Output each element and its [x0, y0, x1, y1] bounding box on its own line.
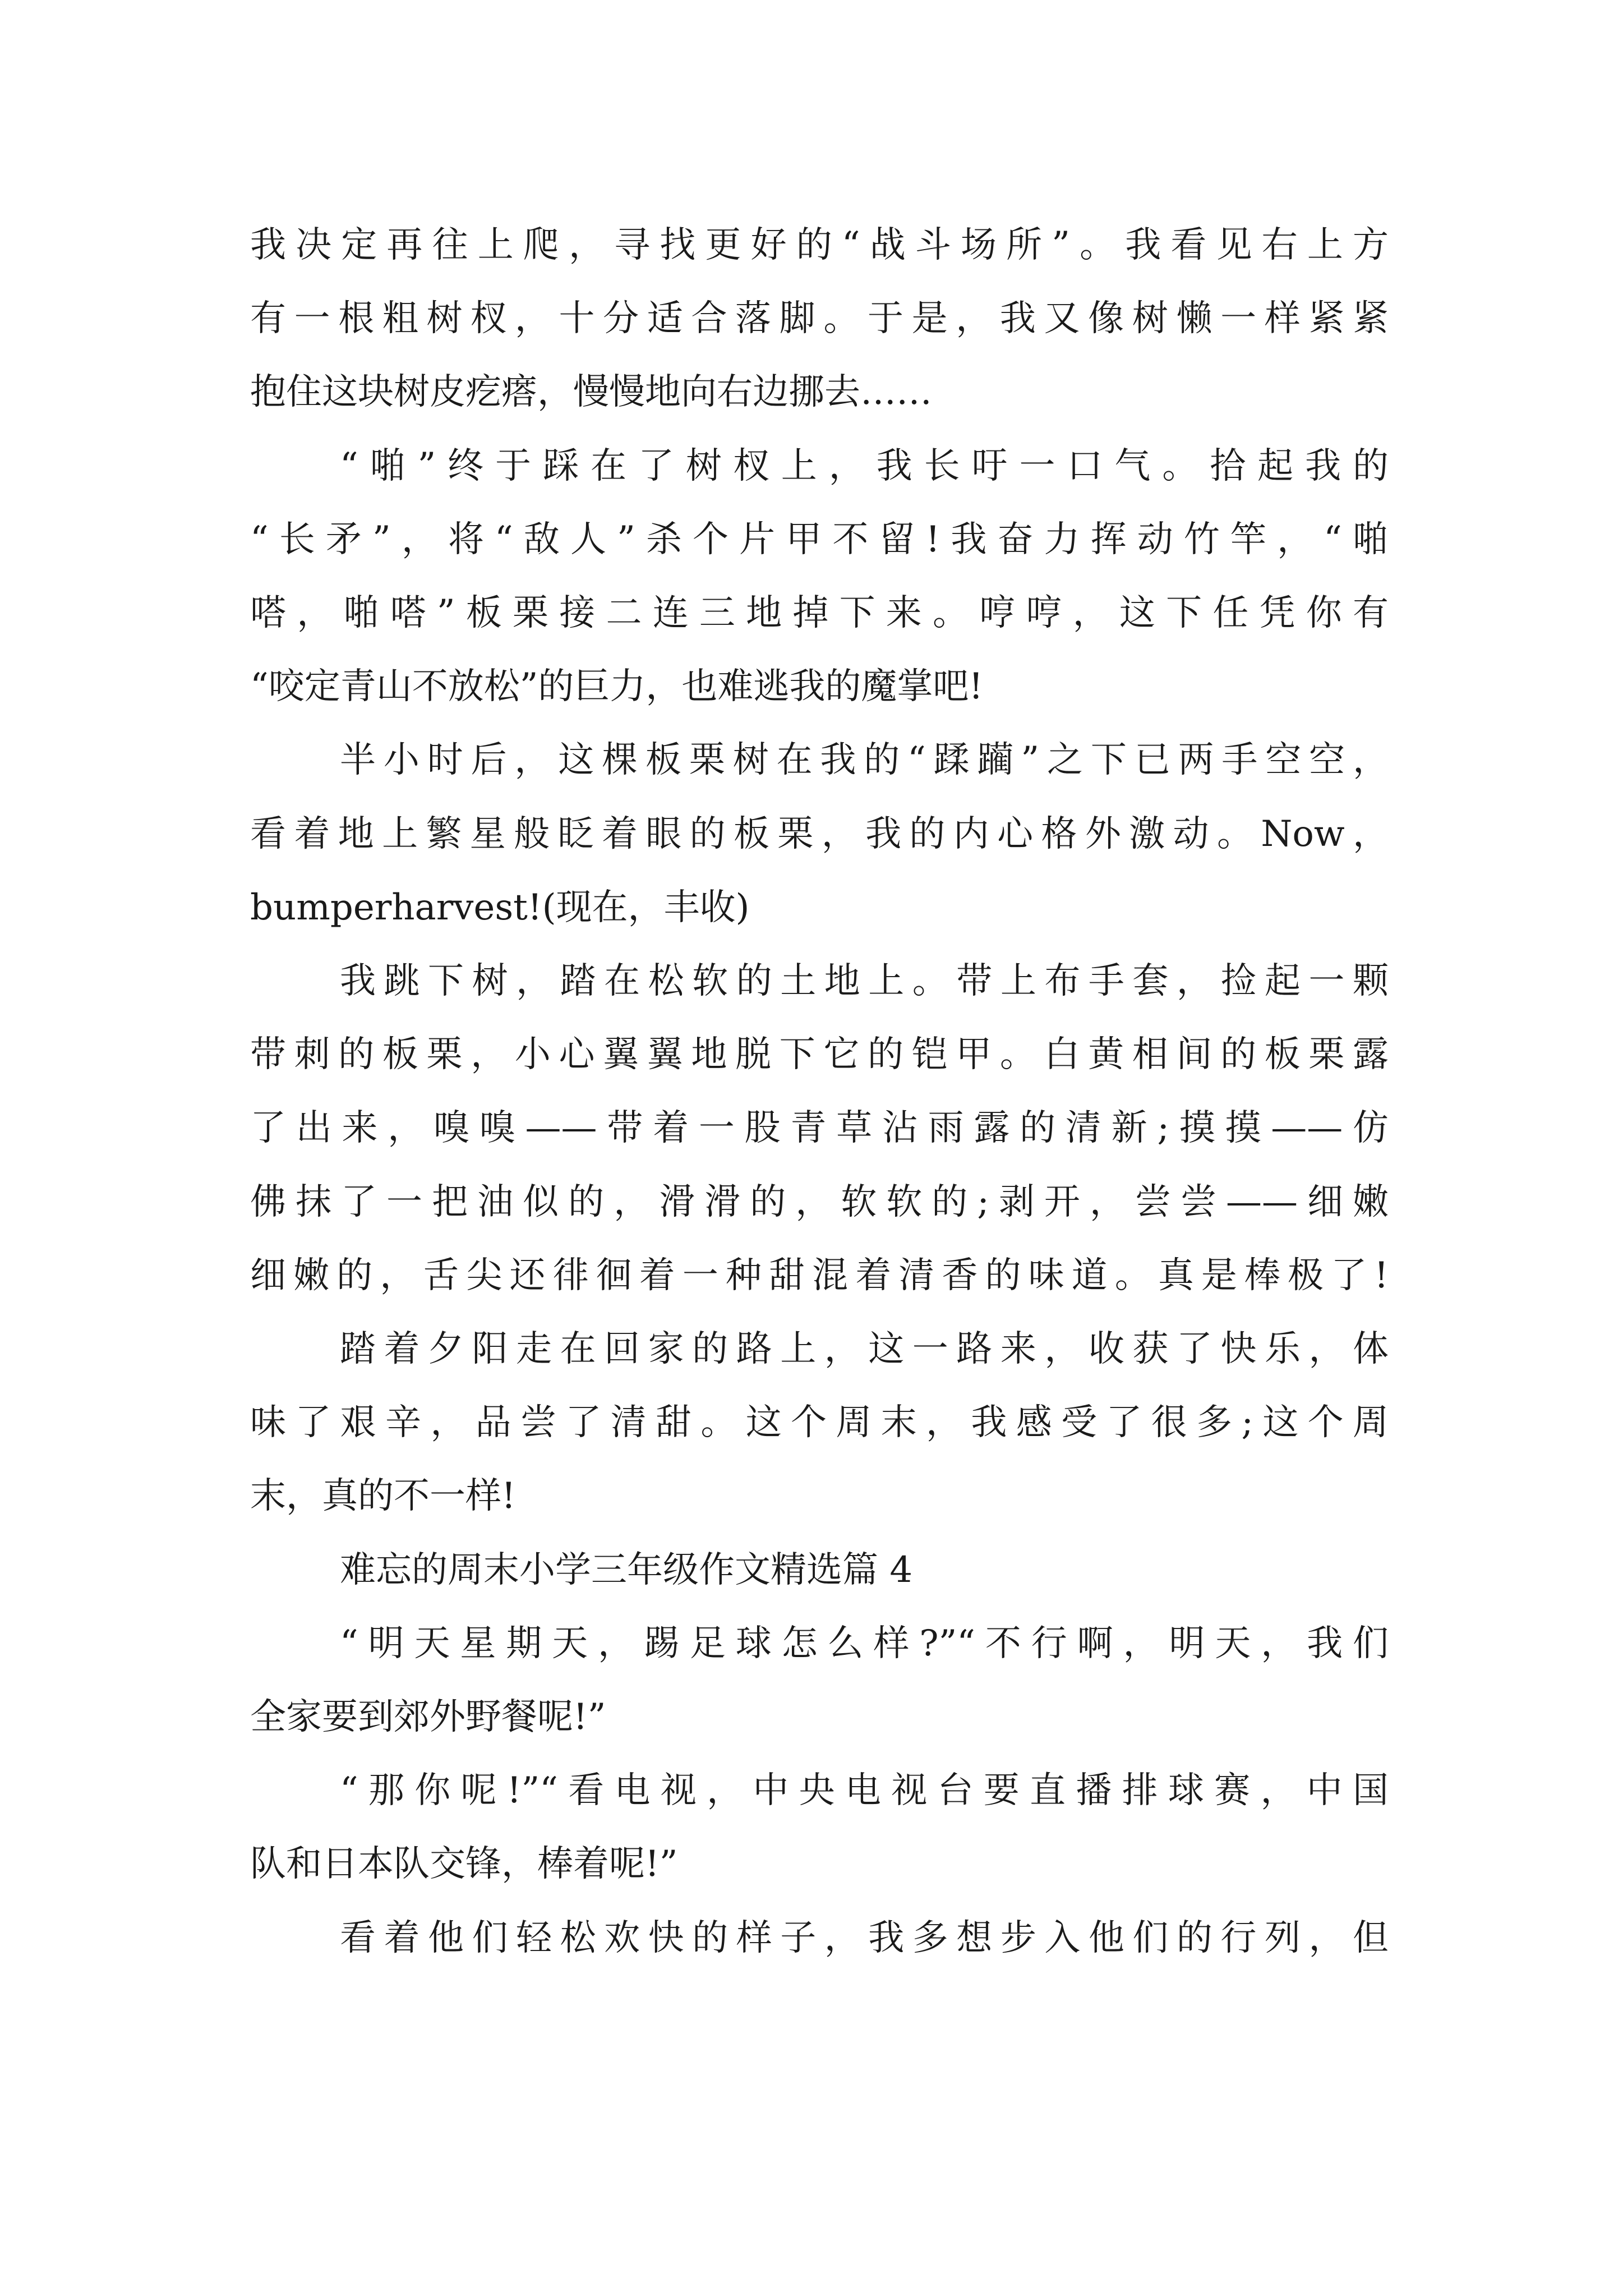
line-text: 我决定再往上爬，寻找更好的“战斗场所”。我看见右上方: [250, 224, 1389, 266]
line-text: 踏着夕阳走在回家的路上，这一路来，收获了快乐，体: [340, 1328, 1389, 1370]
text-line: [0, 1607, 1623, 1680]
line-text: “啪”终于踩在了树杈上，我长吁一口气。拾起我的: [340, 445, 1389, 487]
text-line: [0, 1828, 1623, 1901]
line-text: 佛抹了一把油似的，滑滑的，软软的;剥开，尝尝——细嫩: [250, 1181, 1389, 1223]
line-text: 难忘的周末小学三年级作文精选篇 4: [340, 1549, 913, 1591]
text-line: [0, 650, 1623, 723]
text-line: [0, 282, 1623, 355]
text-line: [0, 577, 1623, 650]
text-line: [0, 1018, 1623, 1091]
text-line: [0, 430, 1623, 503]
text-line: [0, 1313, 1623, 1386]
text-line: [0, 945, 1623, 1018]
line-text: 末，真的不一样!: [250, 1475, 516, 1517]
line-text: 半小时后，这棵板栗树在我的“蹂躏”之下已两手空空，: [340, 739, 1389, 781]
text-line: [0, 1534, 1623, 1607]
line-text: “明天星期天，踢足球怎么样?”“不行啊，明天，我们: [340, 1622, 1389, 1664]
line-text: 抱住这块树皮疙瘩，慢慢地向右边挪去……: [250, 371, 932, 413]
text-line: [0, 356, 1623, 429]
text-line: [0, 1902, 1623, 1975]
line-text: “那你呢!”“看电视，中央电视台要直播排球赛，中国: [340, 1770, 1389, 1812]
text-line: [0, 1166, 1623, 1239]
text-line: [0, 1754, 1623, 1827]
line-text: bumperharvest!(现在，丰收): [250, 886, 750, 928]
line-text: 味了艰辛，品尝了清甜。这个周末，我感受了很多;这个周: [250, 1402, 1389, 1444]
line-text: 全家要到郊外野餐呢!”: [250, 1696, 606, 1738]
line-text: 看着他们轻松欢快的样子，我多想步入他们的行列，但: [340, 1917, 1389, 1959]
line-text: 嗒，啪嗒”板栗接二连三地掉下来。哼哼，这下任凭你有: [250, 592, 1389, 634]
text-line: [0, 798, 1623, 871]
text-line: [0, 1092, 1623, 1165]
line-text: 了出来，嗅嗅——带着一股青草沾雨露的清新;摸摸——仿: [250, 1107, 1389, 1149]
line-text: “咬定青山不放松”的巨力，也难逃我的魔掌吧!: [250, 666, 984, 708]
text-line: [0, 724, 1623, 797]
line-text: 队和日本队交锋，棒着呢!”: [250, 1843, 678, 1885]
text-line: [0, 209, 1623, 282]
text-line: [0, 1386, 1623, 1459]
text-line: [0, 1460, 1623, 1533]
line-text: 带刺的板栗，小心翼翼地脱下它的铠甲。白黄相间的板栗露: [250, 1034, 1389, 1076]
line-text: 细嫩的，舌尖还徘徊着一种甜混着清香的味道。真是棒极了!: [250, 1254, 1389, 1296]
text-line: [0, 871, 1623, 944]
text-line: [0, 1681, 1623, 1754]
line-text: 看着地上繁星般眨着眼的板栗，我的内心格外激动。Now，: [250, 813, 1389, 855]
line-text: 我跳下树，踏在松软的土地上。带上布手套，捡起一颗: [340, 960, 1389, 1002]
text-line: [0, 1239, 1623, 1312]
line-text: “长矛”，将“敌人”杀个片甲不留!我奋力挥动竹竿，“啪: [250, 518, 1389, 560]
text-line: [0, 503, 1623, 576]
line-text: 有一根粗树杈，十分适合落脚。于是，我又像树懒一样紧紧: [250, 298, 1389, 340]
